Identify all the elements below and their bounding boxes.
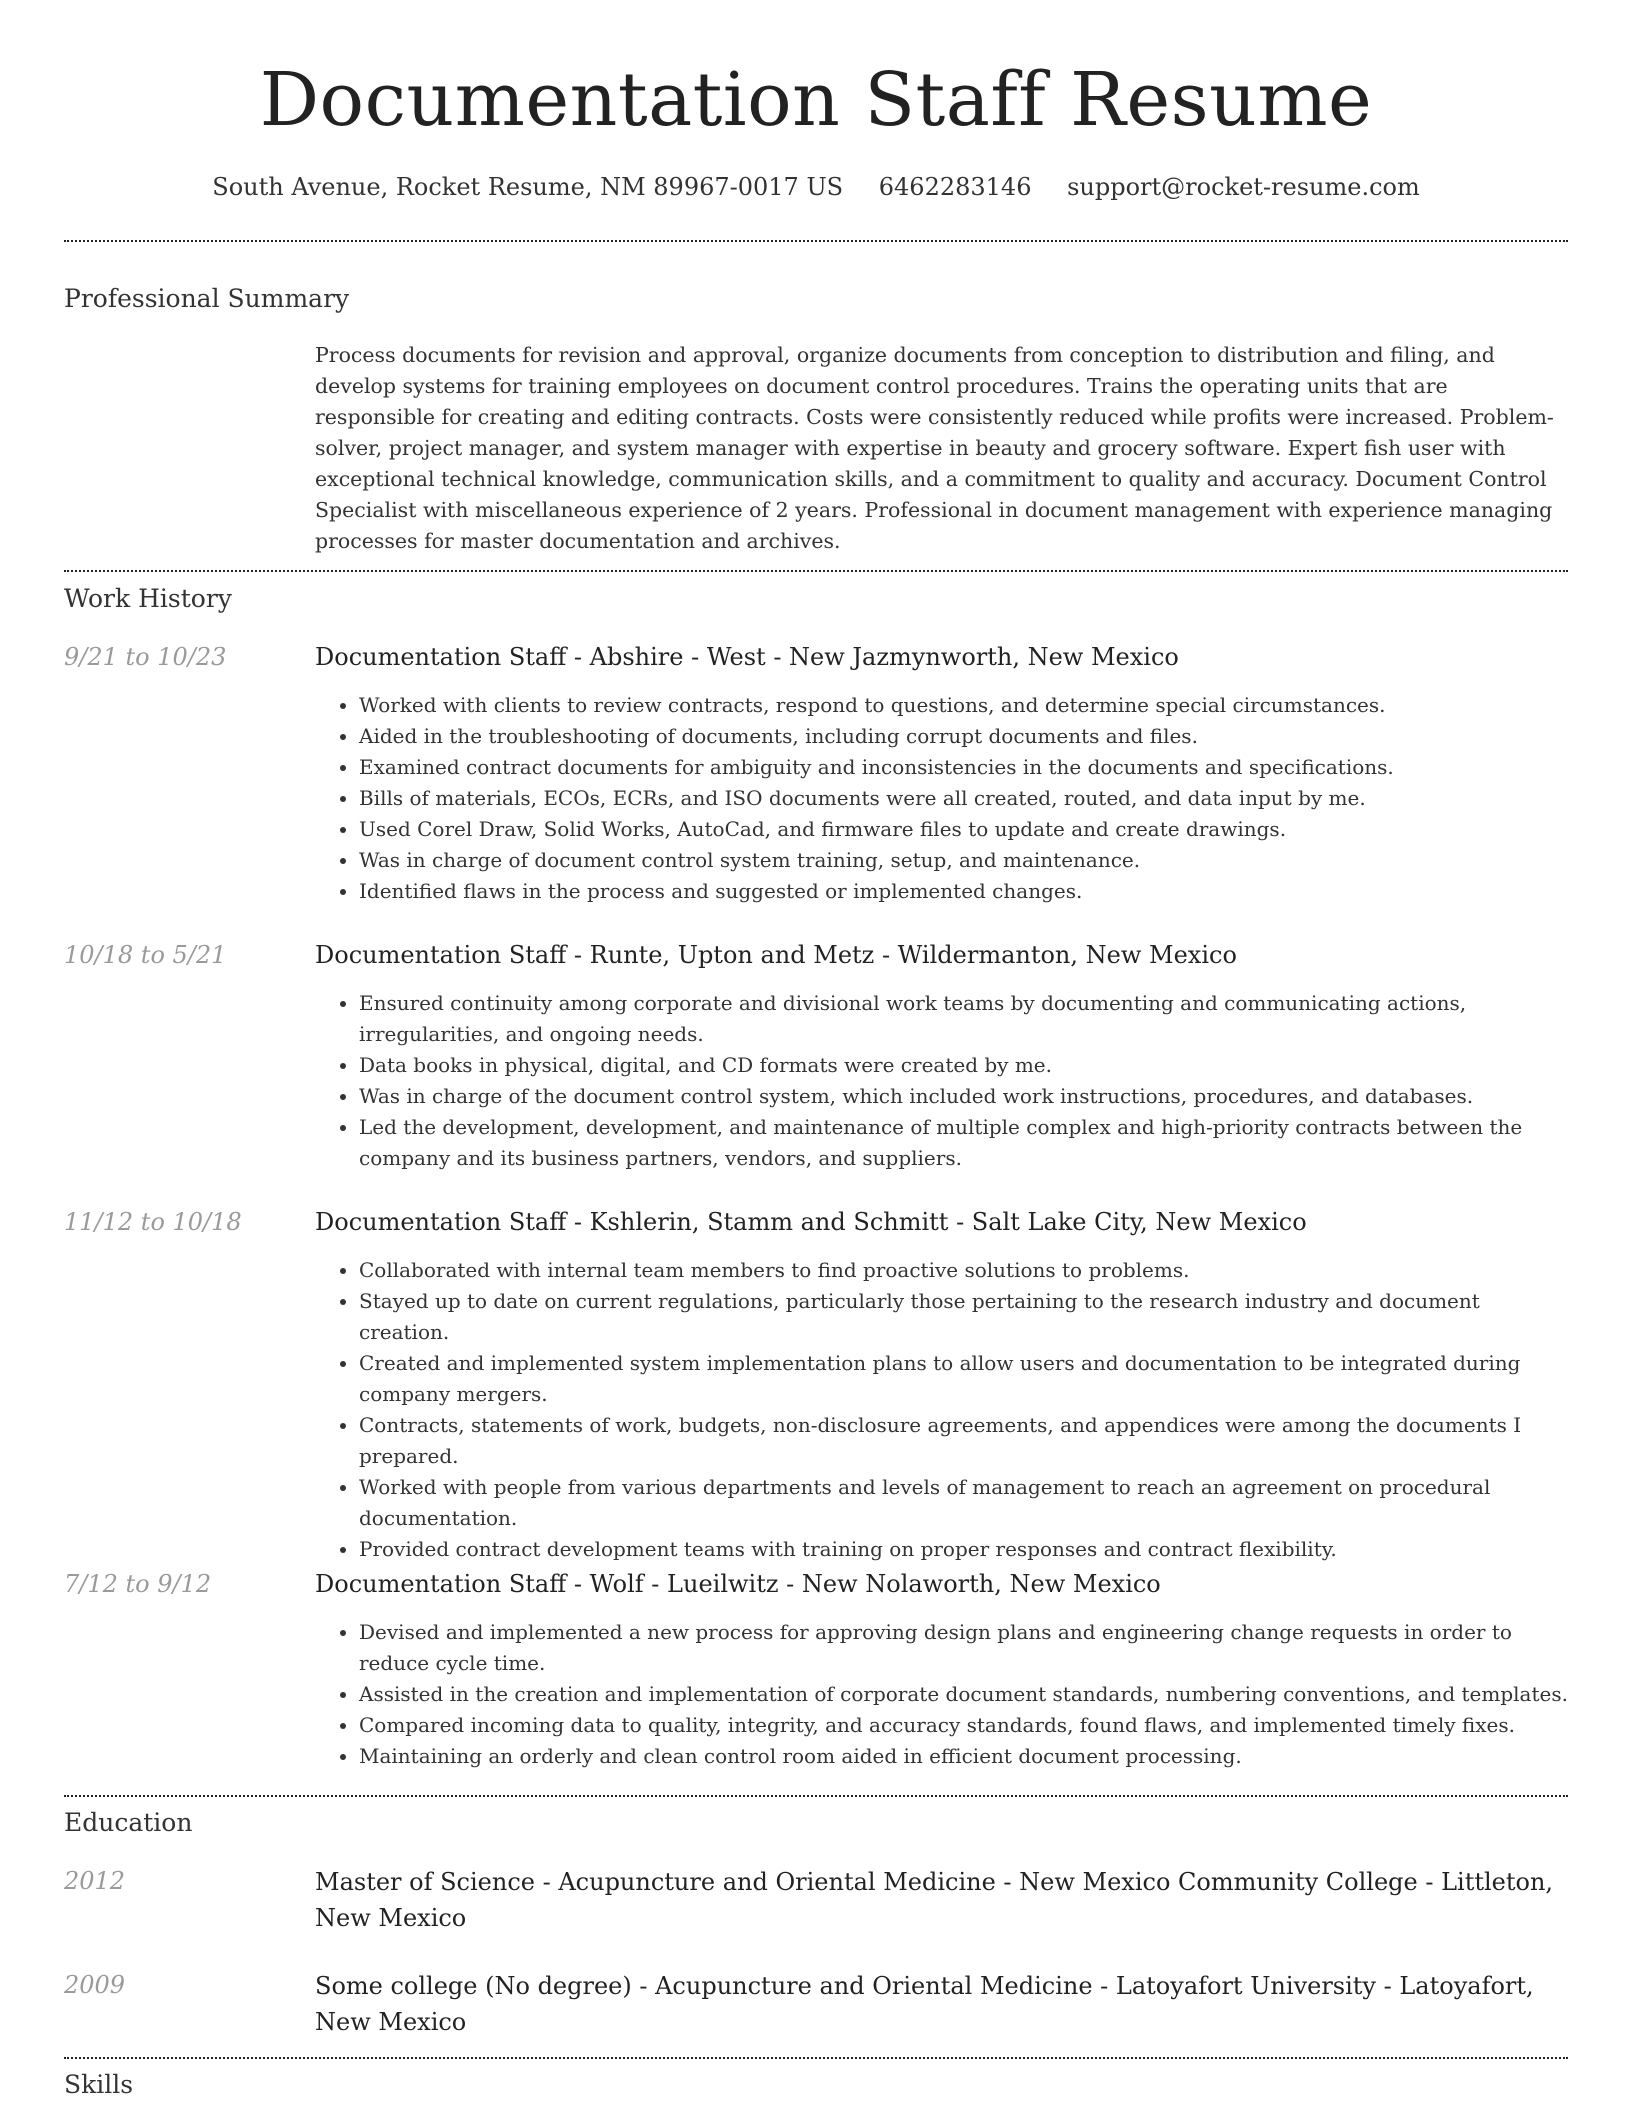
summary-text: Process documents for revision and approval, organize documents from conception to distribution and filing, and develop systems for training employees on document control procedures. Trains the operating units that are responsible for creating and editing contracts. Costs were consistently reduced while profits were increased. Problem-solver, project manager, and system manager with expertise in beauty and grocery software. Expert fish user with exceptional technical knowledge, communication skills, and a commitment to quality and accuracy. Document Control Specialist with miscellaneous experience of 2 years. Professional in document management with experience managing processes for master documentation and archives. [315, 343, 1554, 553]
job-bullet: • Identified flaws in the process and suggested or implemented changes. [359, 876, 1568, 907]
education-year: 2009 [64, 1971, 126, 1999]
contact-email: support@rocket-resume.com [1067, 173, 1420, 201]
job-title: Documentation Staff - Abshire - West - New Jazmynworth, New Mexico [315, 643, 1179, 671]
job-bullet: • Maintaining an orderly and clean control room aided in efficient document processing. [359, 1741, 1568, 1772]
skills-heading: Skills [64, 2070, 134, 2099]
job-bullet: • Devised and implemented a new process for approving design plans and engineering change requests in order to reduce cycle time. [359, 1617, 1568, 1679]
section-divider [64, 240, 1568, 242]
job-title: Documentation Staff - Wolf - Lueilwitz - New Nolaworth, New Mexico [315, 1570, 1161, 1598]
job-bullets [315, 1255, 1568, 1565]
job-bullet: • Data books in physical, digital, and CD formats were created by me. [359, 1050, 1568, 1081]
section-divider [64, 2057, 1568, 2059]
job-dates: 9/21 to 10/23 [64, 643, 227, 671]
job-bullet: • Examined contract documents for ambiguity and inconsistencies in the documents and specifications. [359, 752, 1568, 783]
contact-line [0, 170, 1632, 204]
job-bullet: • Stayed up to date on current regulations, particularly those pertaining to the research industry and document creation. [359, 1286, 1568, 1348]
job-bullet: • Contracts, statements of work, budgets, non-disclosure agreements, and appendices were among the documents I prepared. [359, 1410, 1568, 1472]
job-bullet: • Provided contract development teams with training on proper responses and contract flexibility. [359, 1534, 1568, 1565]
job-bullet: • Was in charge of the document control system, which included work instructions, procedures, and databases. [359, 1081, 1568, 1112]
job-title: Documentation Staff - Runte, Upton and Metz - Wildermanton, New Mexico [315, 941, 1237, 969]
job-bullet: • Compared incoming data to quality, integrity, and accuracy standards, found flaws, and implemented timely fixes. [359, 1710, 1568, 1741]
section-divider [64, 570, 1568, 572]
job-bullet: • Led the development, development, and maintenance of multiple complex and high-priority contracts between the company and its business partners, vendors, and suppliers. [359, 1112, 1568, 1174]
education-year: 2012 [64, 1867, 126, 1895]
contact-address: South Avenue, Rocket Resume, NM 89967-0017 US [212, 173, 844, 201]
job-dates: 7/12 to 9/12 [64, 1570, 212, 1598]
work-history-heading: Work History [64, 584, 232, 613]
job-bullet: • Created and implemented system implementation plans to allow users and documentation to be integrated during company mergers. [359, 1348, 1568, 1410]
education-heading: Education [64, 1808, 193, 1837]
job-bullet: • Worked with clients to review contracts, respond to questions, and determine special circumstances. [359, 690, 1568, 721]
job-bullet: • Aided in the troubleshooting of documents, including corrupt documents and files. [359, 721, 1568, 752]
education-detail: Master of Science - Acupuncture and Oriental Medicine - New Mexico Community College - Littleton, New Mexico [315, 1868, 1554, 1932]
job-bullets [315, 988, 1568, 1174]
job-bullet: • Worked with people from various departments and levels of management to reach an agreement on procedural documentation. [359, 1472, 1568, 1534]
job-dates: 11/12 to 10/18 [64, 1208, 242, 1236]
summary-heading: Professional Summary [64, 284, 350, 313]
resume-title: Documentation Staff Resume [259, 57, 1373, 143]
contact-phone: 6462283146 [878, 173, 1032, 201]
job-bullets [315, 1617, 1568, 1772]
job-bullet: • Collaborated with internal team members to find proactive solutions to problems. [359, 1255, 1568, 1286]
job-bullet: • Bills of materials, ECOs, ECRs, and ISO documents were all created, routed, and data input by me. [359, 783, 1568, 814]
job-title: Documentation Staff - Kshlerin, Stamm and Schmitt - Salt Lake City, New Mexico [315, 1208, 1307, 1236]
job-dates: 10/18 to 5/21 [64, 941, 227, 969]
education-detail: Some college (No degree) - Acupuncture and Oriental Medicine - Latoyafort University - Latoyafort, New Mexico [315, 1972, 1534, 2036]
job-bullet: • Assisted in the creation and implementation of corporate document standards, numbering conventions, and templates. [359, 1679, 1568, 1710]
job-bullet: • Ensured continuity among corporate and divisional work teams by documenting and communicating actions, irregularities, and ongoing needs. [359, 988, 1568, 1050]
job-bullet: • Was in charge of document control system training, setup, and maintenance. [359, 845, 1568, 876]
job-bullet: • Used Corel Draw, Solid Works, AutoCad, and firmware files to update and create drawings. [359, 814, 1568, 845]
job-bullets [315, 690, 1568, 907]
section-divider [64, 1795, 1568, 1797]
